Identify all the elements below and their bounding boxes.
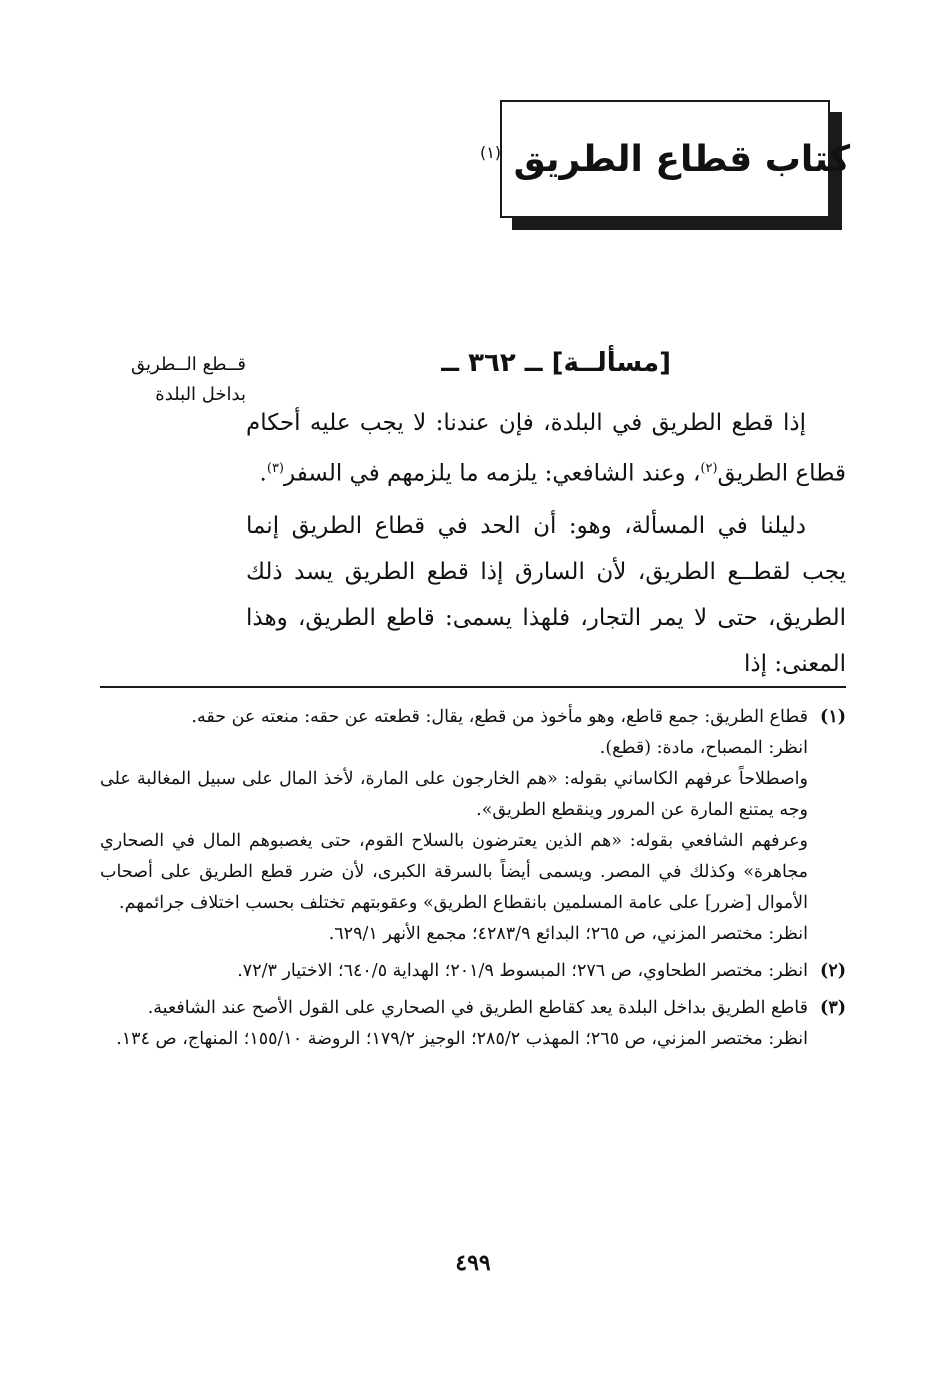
footnote-separator <box>100 686 846 688</box>
book-title-footnote-ref: (١) <box>479 142 502 162</box>
main-text <box>246 400 846 693</box>
paragraph-1 <box>246 400 846 497</box>
paragraph-1-start: إذا قطع الطريق في البلدة، فإن عندنا: لا يجب عليه أحكام قطاع الطريق <box>246 410 846 487</box>
footnote-number: (٣) <box>820 998 846 1018</box>
paragraph-2: دليلنا في المسألة، وهو: أن الحد في قطاع الطريق إنما يجب لقطــع الطريق، لأن السارق إذا قطع الطريق يسد ذلك الطريق، حتى لا يمر التجار، فلهذا يسمى: قاطع الطريق، وهذا المعنى: إذا <box>246 512 846 677</box>
footnote-line: واصطلاحاً عرفهم الكاساني بقوله: «هم الخارجون على المارة، لأخذ المال على سبيل المغالبة على وجه يمتنع المارة عن المرور وينقطع الطريق». <box>100 769 808 820</box>
footnote-body <box>100 993 808 1055</box>
title-box <box>479 100 851 218</box>
footnote-body <box>100 956 808 987</box>
footnote-2 <box>100 956 846 987</box>
footnote-line: قاطع الطريق بداخل البلدة يعد كقاطع الطريق في الصحاري على القول الأصح عند الشافعية. <box>147 998 808 1018</box>
paragraph-1-middle: ، وعند الشافعي: يلزمه ما يلزمهم في السفر <box>284 460 701 487</box>
footnote-line: انظر: مختصر المزني، ص ٢٦٥؛ البدائع ٤٢٨٣/٩؛ مجمع الأنهر ٦٢٩/١. <box>328 924 808 944</box>
margin-note <box>96 350 246 410</box>
footnote-number: (١) <box>820 707 846 727</box>
issue-heading: [مسألــة] ــ ٣٦٢ ــ <box>441 348 671 378</box>
margin-note-line-1: قــطع الــطريق <box>131 354 246 375</box>
book-title-text: كتاب قطاع الطريق <box>513 138 851 180</box>
footnote-line: انظر: مختصر المزني، ص ٢٦٥؛ المهذب ٢٨٥/٢؛ الوجيز ١٧٩/٢؛ الروضة ١٥٥/١٠؛ المنهاج، ص ١٣٤. <box>116 1029 808 1049</box>
footnote-line: انظر: مختصر الطحاوي، ص ٢٧٦؛ المبسوط ٢٠١/٩؛ الهداية ٦٤٠/٥؛ الاختيار ٧٢/٣. <box>237 961 808 981</box>
footnote-number: (٢) <box>820 961 846 981</box>
footnote-1 <box>100 702 846 950</box>
margin-note-line-2: بداخل البلدة <box>155 384 246 405</box>
paragraph-1-end: . <box>259 460 267 487</box>
footnote-ref-3: (٣) <box>266 461 284 476</box>
footnotes <box>100 702 846 1061</box>
book-title <box>480 139 850 180</box>
footnote-body <box>100 702 808 950</box>
footnote-line: وعرفهم الشافعي بقوله: «هم الذين يعترضون بالسلاح القوم، حتى يغصبوهم المال في الصحاري مجاهرة» وكذلك في المصر. ويسمى أيضاً بالسرقة الكبرى، لأن ضرر قطع الطريق على أصحاب الأموال [ضرر] على عامة المسلمين بانقطاع الطريق» وعقوبتهم تختلف بحسب اختلاف جرائمهم. <box>100 831 808 913</box>
footnote-3 <box>100 993 846 1055</box>
footnote-line: انظر: المصباح، مادة: (قطع). <box>599 738 808 758</box>
footnote-ref-2: (٢) <box>700 461 718 476</box>
page-number: ٤٩٩ <box>455 1250 491 1276</box>
footnote-line: قطاع الطريق: جمع قاطع، وهو مأخوذ من قطع، يقال: قطعته عن حقه: منعته عن حقه. <box>191 707 808 727</box>
